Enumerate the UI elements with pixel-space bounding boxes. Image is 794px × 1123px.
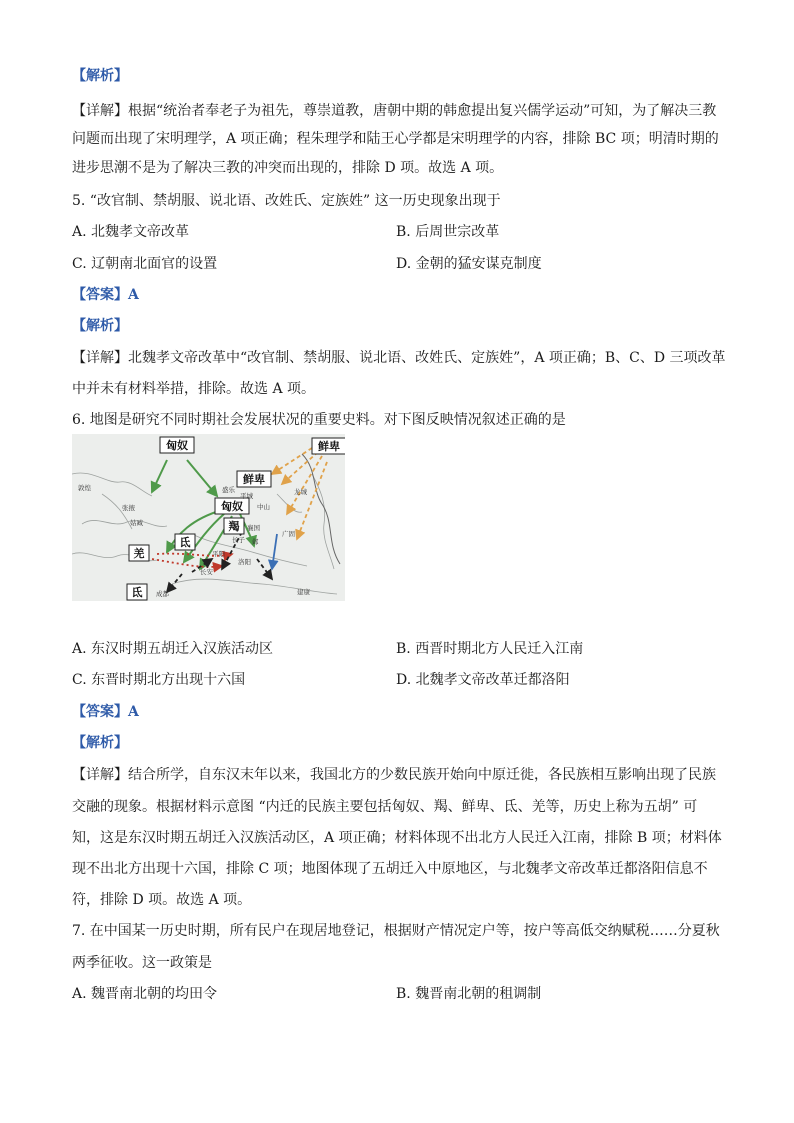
q5-option-d: D. 金朝的猛安谋克制度 (396, 256, 542, 272)
q6-analysis-label: 【解析】 (72, 735, 128, 751)
q7-stem-line2: 两季征收。这一政策是 (72, 955, 212, 971)
place-shengle: 盛乐 (222, 486, 235, 494)
place-pingcheng: 平城 (240, 492, 253, 500)
q5-option-b: B. 后周世宗改革 (396, 224, 500, 240)
svg-text:鲜卑: 鲜卑 (243, 473, 265, 486)
q6-detail-line3: 知，这是东汉时期五胡迁入汉族活动区，A 项正确；材料体现不出北方人民迁入江南，排除 B 项；材料体 (72, 830, 722, 846)
q6-option-c: C. 东晋时期北方出现十六国 (72, 672, 246, 688)
svg-text:匈奴: 匈奴 (221, 500, 243, 513)
q5-option-a: A. 北魏孝文帝改革 (72, 224, 190, 240)
q5-stem: 5. “改官制、禁胡服、说北语、改姓氏、定族姓” 这一历史现象出现于 (72, 193, 501, 209)
place-ye: 邺 (252, 538, 259, 546)
q6-detail-line1: 【详解】结合所学，自东汉末年以来，我国北方的少数民族开始向中原迁徙，各民族相互影响出现了民族 (72, 767, 716, 783)
q6-option-b: B. 西晋时期北方人民迁入江南 (396, 641, 584, 657)
q6-option-d: D. 北魏孝文帝改革迁都洛阳 (396, 672, 570, 688)
tribe-label-xiongnu-top (160, 437, 194, 453)
place-pingyang: 平阳 (212, 550, 225, 558)
place-dunhuang: 敦煌 (78, 484, 91, 492)
q6-stem: 6. 地图是研究不同时期社会发展状况的重要史料。对下图反映情况叙述正确的是 (72, 412, 566, 428)
svg-text:羯: 羯 (228, 520, 240, 533)
place-chengdu: 成都 (156, 590, 169, 598)
svg-text:鲜卑: 鲜卑 (318, 440, 340, 453)
q5-answer: 【答案】A (72, 287, 139, 303)
q5-detail-line2: 中并未有材料举措，排除。故选 A 项。 (72, 381, 316, 397)
svg-text:氐: 氐 (179, 536, 191, 549)
place-changzi: 长子 (232, 536, 245, 544)
q7-option-a: A. 魏晋南北朝的均田令 (72, 986, 218, 1002)
place-guanggu: 广固 (282, 530, 295, 538)
place-guzang: 姑臧 (130, 519, 143, 527)
migration-map (72, 434, 345, 601)
tribe-label-xianbei-top (312, 438, 345, 454)
tribe-label-xianbei-mid (237, 471, 271, 487)
q6-option-a: A. 东汉时期五胡迁入汉族活动区 (72, 641, 274, 657)
q4-detail-line3: 进步思潮不是为了解决三教的冲突而出现的，排除 D 项。故选 A 项。 (72, 160, 504, 176)
place-zhangye: 张掖 (122, 504, 135, 512)
q7-stem-line1: 7. 在中国某一历史时期，所有民户在现居地登记，根据财产情况定户等，按户等高低交纳赋税……分夏秋 (72, 923, 720, 939)
place-longcheng: 龙城 (294, 488, 307, 496)
place-xiangguo: 襄国 (247, 524, 260, 532)
svg-text:匈奴: 匈奴 (166, 439, 188, 452)
q5-option-c: C. 辽朝南北面官的设置 (72, 256, 218, 272)
place-jiankang: 建康 (297, 588, 310, 596)
place-zhongshan: 中山 (257, 503, 270, 511)
tribe-label-jie (224, 518, 244, 534)
q5-analysis-label: 【解析】 (72, 318, 128, 334)
q4-detail-line2: 问题而出现了宋明理学，A 项正确；程朱理学和陆王心学都是宋明理学的内容，排除 BC 项；明清时期的 (72, 131, 719, 147)
q6-detail-line2: 交融的现象。根据材料示意图 “内迁的民族主要包括匈奴、羯、鲜卑、氐、羌等，历史上称为五胡” 可 (72, 799, 698, 815)
svg-text:氐: 氐 (131, 586, 143, 599)
q4-analysis-label: 【解析】 (72, 68, 128, 84)
q6-answer: 【答案】A (72, 704, 139, 720)
tribe-label-di-bottom (127, 584, 147, 600)
q6-detail-line4: 现不出北方出现十六国，排除 C 项；地图体现了五胡迁入中原地区，与北魏孝文帝改革迁都洛阳信息不 (72, 861, 708, 877)
place-luoyang: 洛阳 (238, 558, 251, 566)
tribe-label-xiongnu-mid (215, 498, 249, 514)
q7-option-b: B. 魏晋南北朝的租调制 (396, 986, 542, 1002)
tribe-label-qiang (129, 545, 149, 561)
q5-detail-line1: 【详解】北魏孝文帝改革中“改官制、禁胡服、说北语、改姓氏、定族姓”，A 项正确；B、C、D 三项改革 (72, 350, 726, 366)
q4-detail-line1: 【详解】根据“统治者奉老子为祖先，尊崇道教，唐朝中期的韩愈提出复兴儒学运动”可知，为了解决三教 (72, 103, 717, 119)
place-changan: 长安 (200, 568, 213, 576)
svg-text:羌: 羌 (133, 547, 145, 560)
tribe-label-di-mid (175, 534, 195, 550)
q6-detail-line5: 符，排除 D 项。故选 A 项。 (72, 892, 252, 908)
